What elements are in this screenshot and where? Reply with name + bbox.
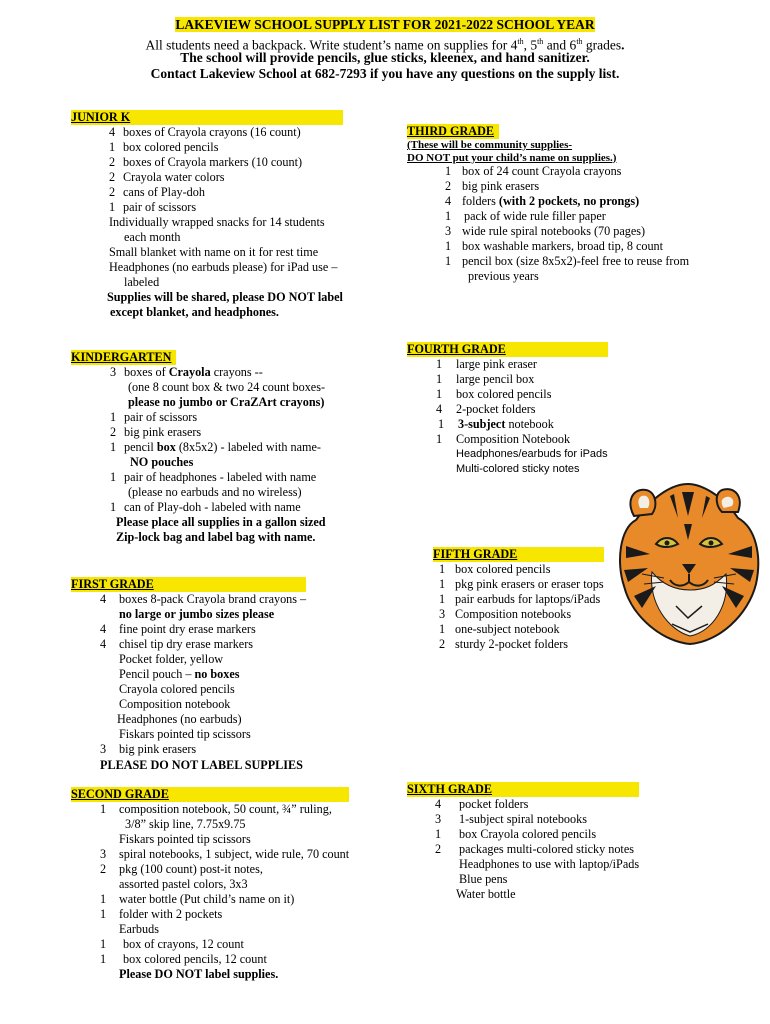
item-text: one-subject notebook xyxy=(455,622,560,636)
item-text: box colored pencils xyxy=(123,140,219,154)
item-text: Composition Notebook xyxy=(456,432,571,446)
list-item xyxy=(439,577,604,592)
list-item-continuation: please no jumbo or CraZArt crayons) xyxy=(128,395,325,409)
item-qty: 2 xyxy=(110,425,117,439)
item-qty: 3 xyxy=(435,812,442,826)
item-qty: 1 xyxy=(110,470,117,484)
item-text xyxy=(124,440,321,455)
item-qty: 1 xyxy=(445,209,452,223)
item-qty: 1 xyxy=(110,500,117,514)
item-qty: 2 xyxy=(109,170,116,184)
list-item xyxy=(100,937,349,952)
item-text-part: boxes of xyxy=(124,365,169,379)
item-text: sturdy 2-pocket folders xyxy=(455,637,569,651)
item-text: can of Play-doh - labeled with name xyxy=(124,500,301,514)
section-second-grade xyxy=(71,787,349,982)
list-item: Headphones/earbuds for iPads xyxy=(456,448,608,460)
list-item xyxy=(445,224,689,239)
item-qty: 1 xyxy=(110,440,117,454)
item-qty: 1 xyxy=(109,140,116,154)
list-item: Fiskars pointed tip scissors xyxy=(119,727,251,741)
section-title-first-grade: FIRST GRADE xyxy=(71,577,306,592)
item-qty: 4 xyxy=(436,402,443,416)
item-qty: 1 xyxy=(436,357,443,371)
section-fourth-grade xyxy=(407,342,608,477)
third-grade-note-1: (These will be community supplies- xyxy=(407,139,573,151)
item-text: Crayola water colors xyxy=(123,170,225,184)
tiger-mascot-illustration xyxy=(612,476,764,646)
list-item xyxy=(439,622,604,637)
item-qty: 1 xyxy=(438,417,445,431)
item-qty: 1 xyxy=(439,577,446,591)
item-qty: 2 xyxy=(100,862,107,876)
section-title-second-grade: SECOND GRADE xyxy=(71,787,349,802)
list-item-continuation: assorted pastel colors, 3x3 xyxy=(119,877,248,891)
item-text: boxes of Crayola crayons (16 count) xyxy=(123,125,301,139)
item-text: fine point dry erase markers xyxy=(119,622,256,636)
item-text: 2-pocket folders xyxy=(456,402,536,416)
item-text: box of 24 count Crayola crayons xyxy=(462,164,622,178)
sep-1: , 5 xyxy=(523,37,538,53)
section-title-fourth-grade: FOURTH GRADE xyxy=(407,342,608,357)
item-text: pocket folders xyxy=(459,797,529,811)
list-item xyxy=(436,372,608,387)
list-item: Multi-colored sticky notes xyxy=(456,463,580,475)
sup-th-3: th xyxy=(576,37,583,46)
item-text: spiral notebooks, 1 subject, wide rule, 70 count xyxy=(119,847,350,861)
item-qty: 1 xyxy=(100,892,107,906)
item-text: pencil box (size 8x5x2)-feel free to reuse from xyxy=(462,254,690,268)
item-qty: 3 xyxy=(110,365,117,379)
item-text: pair earbuds for laptops/iPads xyxy=(455,592,601,606)
list-item xyxy=(110,500,326,515)
item-text: pair of scissors xyxy=(124,410,198,424)
list-item-continuation: (please no earbuds and no wireless) xyxy=(128,485,302,499)
list-item: Individually wrapped snacks for 14 students xyxy=(109,215,325,229)
provided-supplies-note: The school will provide pencils, glue sticks, kleenex, and hand sanitizer. xyxy=(180,50,590,65)
list-item xyxy=(110,470,326,485)
item-text xyxy=(458,417,554,432)
junior-k-note-2: except blanket, and headphones. xyxy=(110,305,279,319)
list-item xyxy=(100,637,306,652)
item-qty: 1 xyxy=(110,410,117,424)
item-qty: 1 xyxy=(436,432,443,446)
list-item xyxy=(445,239,689,254)
item-text: pair of headphones - labeled with name xyxy=(124,470,317,484)
item-text-part: notebook xyxy=(505,417,554,431)
item-text xyxy=(124,365,263,380)
list-item-continuation: 3/8” skip line, 7.75x9.75 xyxy=(125,817,246,831)
second-grade-note: Please DO NOT label supplies. xyxy=(119,967,279,981)
list-item xyxy=(110,365,326,380)
item-text xyxy=(462,194,639,209)
item-qty: 4 xyxy=(100,622,107,636)
item-text-part: crayons -- xyxy=(210,365,263,379)
item-qty: 1 xyxy=(439,562,446,576)
list-item xyxy=(100,742,306,757)
item-text: boxes 8-pack Crayola brand crayons – xyxy=(119,592,307,606)
item-qty: 3 xyxy=(100,742,107,756)
list-item-continuation: (one 8 count box & two 24 count boxes- xyxy=(128,380,325,394)
item-qty: 4 xyxy=(435,797,442,811)
item-text: pair of scissors xyxy=(123,200,197,214)
item-qty: 2 xyxy=(109,155,116,169)
list-item xyxy=(100,667,306,682)
item-qty: 1 xyxy=(445,254,452,268)
list-item xyxy=(436,402,608,417)
list-item: Headphones (no earbuds please) for iPad use – xyxy=(109,260,338,274)
list-item xyxy=(445,179,689,194)
item-text: big pink erasers xyxy=(124,425,202,439)
item-text: pkg (100 count) post-it notes, xyxy=(119,862,263,876)
item-qty: 4 xyxy=(445,194,452,208)
section-sixth-grade xyxy=(407,782,639,902)
item-qty: 1 xyxy=(439,622,446,636)
kindergarten-note-2: Zip-lock bag and label bag with name. xyxy=(116,530,316,544)
list-item xyxy=(439,607,604,622)
item-text: large pink eraser xyxy=(456,357,537,371)
list-item xyxy=(445,194,689,209)
item-text: box colored pencils, 12 count xyxy=(123,952,267,966)
item-qty: 1 xyxy=(100,907,107,921)
grades-text: grades xyxy=(582,37,622,53)
first-grade-note: PLEASE DO NOT LABEL SUPPLIES xyxy=(100,758,303,772)
item-text-bold: 3-subject xyxy=(458,417,506,431)
list-item xyxy=(110,410,326,425)
item-qty: 4 xyxy=(100,637,107,651)
item-qty: 2 xyxy=(435,842,442,856)
list-item xyxy=(436,417,608,432)
list-item xyxy=(109,155,343,170)
item-text: Composition notebooks xyxy=(455,607,572,621)
item-qty: 4 xyxy=(109,125,116,139)
item-text-bold: box xyxy=(156,440,176,454)
list-item: Pocket folder, yellow xyxy=(119,652,224,666)
item-text-bold: (with 2 pockets, no prongs) xyxy=(498,194,640,208)
section-title-fifth-grade: FIFTH GRADE xyxy=(433,547,604,562)
list-item xyxy=(109,200,343,215)
list-item xyxy=(109,125,343,140)
item-text-part: folders xyxy=(462,194,499,208)
item-qty: 2 xyxy=(445,179,452,193)
item-qty: 3 xyxy=(100,847,107,861)
item-text: wide rule spiral notebooks (70 pages) xyxy=(462,224,646,238)
list-item xyxy=(100,802,349,817)
item-qty: 2 xyxy=(439,637,446,651)
list-item xyxy=(100,622,306,637)
item-text: box colored pencils xyxy=(455,562,551,576)
list-item xyxy=(435,827,639,842)
item-qty: 1 xyxy=(109,200,116,214)
list-item xyxy=(436,387,608,402)
item-text: packages multi-colored sticky notes xyxy=(459,842,634,856)
item-qty: 1 xyxy=(445,164,452,178)
item-text-part: (8x5x2) - labeled with name- xyxy=(175,440,321,454)
item-qty: 2 xyxy=(109,185,116,199)
list-item xyxy=(109,140,343,155)
item-text: 1-subject spiral notebooks xyxy=(459,812,587,826)
list-item-continuation: labeled xyxy=(124,275,160,289)
section-third-grade xyxy=(407,124,689,284)
sup-th-2: th xyxy=(537,37,544,46)
item-text-bold: no boxes xyxy=(194,667,240,681)
item-qty: 1 xyxy=(100,937,107,951)
item-text: folder with 2 pockets xyxy=(119,907,223,921)
item-text: large pencil box xyxy=(456,372,535,386)
item-text: chisel tip dry erase markers xyxy=(119,637,254,651)
item-text: cans of Play-doh xyxy=(123,185,205,199)
list-item: Headphones to use with laptop/iPads xyxy=(459,857,640,871)
list-item: Headphones (no earbuds) xyxy=(117,712,242,726)
page-title xyxy=(0,17,770,33)
backpack-note-text: All students need a backpack. Write student’s name on supplies for 4 xyxy=(145,37,518,53)
item-text: box colored pencils xyxy=(456,387,552,401)
list-item xyxy=(436,432,608,447)
contact-note: Contact Lakeview School at 682-7293 if you have any questions on the supply list. xyxy=(150,66,620,81)
item-text: big pink erasers xyxy=(462,179,540,193)
section-title-third-grade: THIRD GRADE xyxy=(407,124,499,139)
section-title-kindergarten: KINDERGARTEN xyxy=(71,350,176,365)
third-grade-note-2: DO NOT put your child’s name on supplies.) xyxy=(407,151,617,164)
page-title-text: LAKEVIEW SCHOOL SUPPLY LIST FOR 2021-2022 SCHOOL YEAR xyxy=(175,17,595,32)
item-text: boxes of Crayola markers (10 count) xyxy=(123,155,303,169)
list-item xyxy=(439,592,604,607)
item-qty: 1 xyxy=(436,372,443,386)
sup-th-1: th xyxy=(517,37,524,46)
section-junior-k xyxy=(71,110,343,320)
item-qty: 1 xyxy=(100,952,107,966)
section-title-sixth-grade: SIXTH GRADE xyxy=(407,782,639,797)
list-item xyxy=(110,440,326,455)
sep-2: and 6 xyxy=(543,37,577,53)
item-text: big pink erasers xyxy=(119,742,197,756)
list-item xyxy=(109,170,343,185)
list-item xyxy=(445,254,689,269)
list-item xyxy=(445,164,689,179)
list-item-continuation: each month xyxy=(124,230,181,244)
section-title-junior-k: JUNIOR K xyxy=(71,110,343,125)
list-item-continuation: NO pouches xyxy=(130,455,194,469)
kindergarten-note-1: Please place all supplies in a gallon sized xyxy=(116,515,326,529)
list-item: Small blanket with name on it for rest time xyxy=(109,245,319,259)
item-qty: 3 xyxy=(445,224,452,238)
item-text: composition notebook, 50 count, ¾” ruling, xyxy=(119,802,332,816)
item-qty: 1 xyxy=(445,239,452,253)
list-item xyxy=(100,847,349,862)
section-kindergarten xyxy=(71,350,326,545)
item-qty: 1 xyxy=(436,387,443,401)
list-item xyxy=(439,637,604,652)
item-text: box of crayons, 12 count xyxy=(123,937,244,951)
list-item xyxy=(100,907,349,922)
list-item: Water bottle xyxy=(456,887,516,901)
list-item xyxy=(436,357,608,372)
list-item xyxy=(435,797,639,812)
item-qty: 1 xyxy=(100,802,107,816)
item-text: box Crayola colored pencils xyxy=(459,827,597,841)
list-item xyxy=(445,209,689,224)
item-qty: 1 xyxy=(439,592,446,606)
list-item xyxy=(110,425,326,440)
list-item-continuation: Fiskars pointed tip scissors xyxy=(119,832,251,846)
list-item: Composition notebook xyxy=(119,697,231,711)
list-item: Crayola colored pencils xyxy=(119,682,235,696)
item-text: pack of wide rule filler paper xyxy=(464,209,606,223)
item-text-bold: Crayola xyxy=(168,365,211,379)
item-text-part: Pencil pouch – xyxy=(119,667,195,681)
junior-k-note-1: Supplies will be shared, please DO NOT label xyxy=(107,290,343,304)
period: . xyxy=(621,37,625,53)
item-text-part: pencil xyxy=(124,440,157,454)
item-text: water bottle (Put child’s name on it) xyxy=(119,892,295,906)
list-item xyxy=(435,842,639,857)
list-item-continuation: previous years xyxy=(468,269,539,283)
item-qty: 3 xyxy=(439,607,446,621)
list-item xyxy=(100,892,349,907)
item-text: box washable markers, broad tip, 8 count xyxy=(462,239,664,253)
list-item xyxy=(100,592,306,607)
list-item-continuation: Earbuds xyxy=(119,922,159,936)
item-qty: 4 xyxy=(100,592,107,606)
list-item: Blue pens xyxy=(459,872,508,886)
list-item xyxy=(109,185,343,200)
section-first-grade xyxy=(71,577,306,773)
item-text: pkg pink erasers or eraser tops xyxy=(455,577,604,591)
list-item xyxy=(100,952,349,967)
list-item xyxy=(439,562,604,577)
list-item-continuation: no large or jumbo sizes please xyxy=(119,607,275,621)
item-qty: 1 xyxy=(435,827,442,841)
list-item xyxy=(100,862,349,877)
list-item xyxy=(435,812,639,827)
section-fifth-grade xyxy=(433,547,604,652)
